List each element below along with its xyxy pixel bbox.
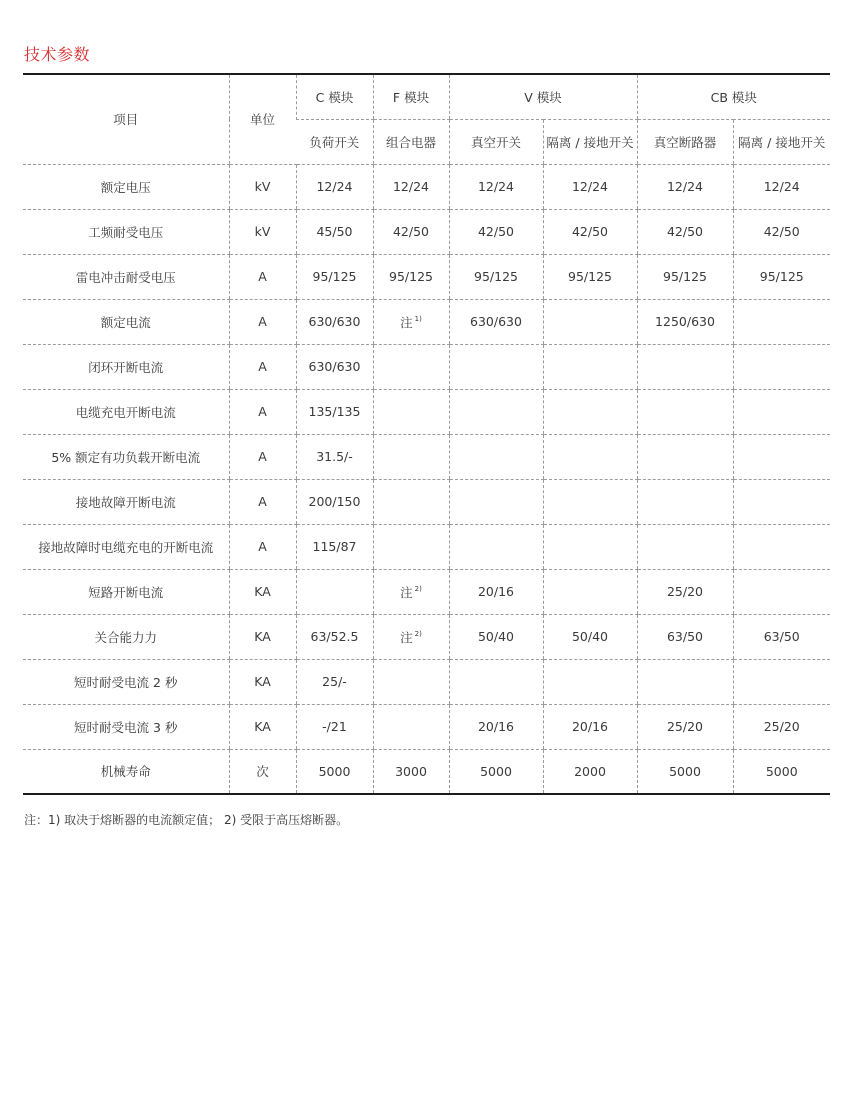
table-cell bbox=[543, 479, 637, 524]
row-item-label: 额定电流 bbox=[23, 299, 229, 344]
table-cell bbox=[733, 299, 830, 344]
table-cell bbox=[373, 614, 449, 659]
table-cell bbox=[296, 704, 373, 749]
row-item-label: 雷电冲击耐受电压 bbox=[23, 254, 229, 299]
cell-value: 20/16 bbox=[477, 719, 515, 734]
row-unit: A bbox=[229, 254, 296, 299]
cell-value: 注 bbox=[400, 629, 413, 645]
row-item-label: 额定电压 bbox=[23, 164, 229, 209]
cell-value: 95/125 bbox=[568, 269, 612, 284]
table-cell bbox=[449, 659, 543, 704]
table-cell bbox=[373, 344, 449, 389]
row-unit: A bbox=[229, 389, 296, 434]
header-group-cb-module: CB 模块 bbox=[637, 74, 830, 119]
cell-value: 50/40 bbox=[477, 629, 515, 644]
cell-value: 95/125 bbox=[474, 269, 518, 284]
table-cell bbox=[637, 479, 733, 524]
row-item-label: 接地故障时电缆充电的开断电流 bbox=[23, 524, 229, 569]
table-cell bbox=[543, 614, 637, 659]
table-row bbox=[23, 434, 830, 479]
cell-value: 12/24 bbox=[477, 179, 515, 194]
table-row bbox=[23, 299, 830, 344]
table-cell bbox=[637, 254, 733, 299]
table-cell bbox=[373, 389, 449, 434]
row-item-label: 机械寿命 bbox=[100, 764, 151, 780]
page-title: 技术参数 bbox=[24, 45, 91, 64]
cell-value: 12/24 bbox=[316, 179, 353, 194]
table-cell bbox=[733, 344, 830, 389]
header-sub-isolating-earthing-switch-v: 隔离 / 接地开关 bbox=[543, 119, 637, 164]
row-unit: 次 bbox=[229, 749, 296, 794]
cell-value: 45/50 bbox=[316, 224, 353, 239]
row-item-label: 电缆充电开断电流 bbox=[23, 389, 229, 434]
table-cell bbox=[733, 749, 830, 794]
header-group-f-module: F 模块 bbox=[373, 74, 449, 119]
table-cell bbox=[543, 299, 637, 344]
row-item-label: 5% 额定有功负载开断电流 bbox=[23, 434, 229, 479]
row-item-label: 闭环开断电流 bbox=[23, 344, 229, 389]
table-cell bbox=[733, 389, 830, 434]
table-cell bbox=[733, 209, 830, 254]
header-group-c-module: C 模块 bbox=[296, 74, 373, 119]
table-cell bbox=[543, 749, 637, 794]
table-cell bbox=[543, 659, 637, 704]
table-cell bbox=[373, 254, 449, 299]
table-cell bbox=[373, 749, 449, 794]
table-cell bbox=[373, 569, 449, 614]
table-cell bbox=[637, 749, 733, 794]
cell-value: 5000 bbox=[765, 763, 798, 779]
table-cell bbox=[637, 389, 733, 434]
cell-value: 5000 bbox=[480, 763, 512, 779]
cell-value: 630/630 bbox=[308, 314, 361, 329]
cell-value: 42/50 bbox=[392, 224, 430, 239]
cell-value: 12/24 bbox=[392, 179, 430, 194]
table-cell bbox=[637, 299, 733, 344]
row-item-label: 短时耐受电流 3 秒 bbox=[23, 704, 229, 749]
table-cell bbox=[373, 524, 449, 569]
header-group-v-module: V 模块 bbox=[449, 74, 637, 119]
table-cell bbox=[733, 479, 830, 524]
table-row bbox=[23, 389, 830, 434]
table-body bbox=[23, 164, 830, 794]
table-row bbox=[23, 704, 830, 749]
cell-value: 2000 bbox=[574, 763, 606, 779]
table-cell bbox=[543, 254, 637, 299]
table-row bbox=[23, 164, 830, 209]
row-unit: A bbox=[229, 344, 296, 389]
table-row bbox=[23, 254, 830, 299]
table-cell bbox=[733, 254, 830, 299]
row-unit: A bbox=[229, 524, 296, 569]
cell-value: 95/125 bbox=[312, 269, 357, 284]
table-cell bbox=[733, 524, 830, 569]
header-item: 项目 bbox=[23, 74, 229, 164]
cell-value: 63/50 bbox=[666, 629, 704, 644]
cell-value: 20/16 bbox=[571, 719, 609, 734]
cell-value: 1250/630 bbox=[655, 314, 715, 329]
table-cell bbox=[733, 434, 830, 479]
table-cell bbox=[637, 434, 733, 479]
row-unit: A bbox=[229, 434, 296, 479]
cell-value: 注 bbox=[400, 584, 413, 600]
cell-value: 115/87 bbox=[312, 539, 357, 554]
table-cell bbox=[543, 389, 637, 434]
table-cell bbox=[449, 569, 543, 614]
row-unit: A bbox=[229, 479, 296, 524]
row-item-label: 短路开断电流 bbox=[23, 569, 229, 614]
row-unit: A bbox=[229, 299, 296, 344]
row-unit: KA bbox=[229, 659, 296, 704]
header-sub-load-switch: 负荷开关 bbox=[296, 119, 373, 164]
table-header-row-groups bbox=[23, 74, 830, 119]
table-row bbox=[23, 614, 830, 659]
cell-value: 50/40 bbox=[571, 629, 609, 644]
table-cell bbox=[373, 434, 449, 479]
table-cell bbox=[637, 344, 733, 389]
table-cell bbox=[543, 434, 637, 479]
table-cell bbox=[296, 164, 373, 209]
table-cell bbox=[296, 254, 373, 299]
header-sub-vacuum-breaker: 真空断路器 bbox=[637, 119, 733, 164]
table-cell bbox=[296, 659, 373, 704]
cell-value: 630/630 bbox=[308, 359, 361, 374]
table-cell bbox=[543, 704, 637, 749]
table-cell bbox=[296, 434, 373, 479]
table-row bbox=[23, 569, 830, 614]
header-unit: 单位 bbox=[229, 74, 296, 164]
cell-value: 630/630 bbox=[470, 314, 522, 329]
table-row bbox=[23, 659, 830, 704]
table-cell bbox=[733, 614, 830, 659]
cell-value: 12/24 bbox=[666, 179, 704, 194]
row-unit: KA bbox=[229, 569, 296, 614]
cell-value: 95/125 bbox=[663, 269, 707, 284]
table-cell bbox=[449, 749, 543, 794]
cell-value: 25/20 bbox=[666, 719, 704, 734]
table-cell bbox=[543, 569, 637, 614]
cell-value: 3000 bbox=[395, 763, 427, 779]
row-unit: KA bbox=[229, 704, 296, 749]
table-cell bbox=[449, 299, 543, 344]
table-cell bbox=[637, 704, 733, 749]
table-row bbox=[23, 479, 830, 524]
table-cell bbox=[543, 344, 637, 389]
table-cell bbox=[637, 614, 733, 659]
table-cell bbox=[637, 164, 733, 209]
tech-spec-table bbox=[23, 73, 830, 795]
table-cell bbox=[637, 524, 733, 569]
cell-value: 42/50 bbox=[571, 224, 609, 239]
table-cell bbox=[373, 299, 449, 344]
row-unit: KA bbox=[229, 614, 296, 659]
table-cell bbox=[733, 164, 830, 209]
cell-value: 注 bbox=[400, 314, 413, 330]
cell-value: 63/50 bbox=[763, 629, 800, 644]
cell-value: 42/50 bbox=[763, 224, 800, 239]
cell-value: 25/20 bbox=[666, 584, 704, 599]
table-cell bbox=[373, 164, 449, 209]
cell-value: 31.5/- bbox=[316, 449, 353, 464]
table-cell bbox=[449, 614, 543, 659]
table-cell bbox=[373, 659, 449, 704]
footnote: 注：1) 取决于熔断器的电流额定值； 2) 受限于高压熔断器。 bbox=[24, 813, 349, 827]
row-item-label: 关合能力力 bbox=[23, 614, 229, 659]
header-sub-isolating-earthing-switch-cb: 隔离 / 接地开关 bbox=[733, 119, 830, 164]
header-sub-vacuum-switch: 真空开关 bbox=[449, 119, 543, 164]
cell-value: 95/125 bbox=[389, 269, 433, 284]
table-cell bbox=[733, 659, 830, 704]
table-cell bbox=[296, 749, 373, 794]
table-cell bbox=[543, 164, 637, 209]
cell-value: 20/16 bbox=[477, 584, 515, 599]
table-cell bbox=[373, 704, 449, 749]
cell-value: 42/50 bbox=[477, 224, 515, 239]
table-cell bbox=[296, 569, 373, 614]
table-cell bbox=[296, 344, 373, 389]
cell-value: 42/50 bbox=[666, 224, 704, 239]
row-item-label: 接地故障开断电流 bbox=[23, 479, 229, 524]
table-cell bbox=[296, 524, 373, 569]
table-cell bbox=[296, 299, 373, 344]
cell-value: 12/24 bbox=[763, 179, 800, 194]
cell-value: 135/135 bbox=[308, 404, 361, 419]
table-cell bbox=[373, 479, 449, 524]
table-cell bbox=[296, 479, 373, 524]
table-row bbox=[23, 209, 830, 254]
table-cell bbox=[637, 659, 733, 704]
cell-value: 12/24 bbox=[571, 179, 609, 194]
footnote-marker: 2) bbox=[414, 630, 422, 639]
row-unit: kV bbox=[229, 209, 296, 254]
cell-value: 200/150 bbox=[308, 494, 361, 509]
table-cell bbox=[733, 569, 830, 614]
cell-value: 63/52.5 bbox=[310, 629, 359, 644]
cell-value: 5000 bbox=[318, 763, 351, 779]
row-item-label: 短时耐受电流 2 秒 bbox=[23, 659, 229, 704]
cell-value: 5000 bbox=[669, 763, 701, 779]
cell-value: 25/- bbox=[322, 674, 347, 689]
table-cell bbox=[449, 479, 543, 524]
row-item-label: 工频耐受电压 bbox=[23, 209, 229, 254]
table-cell bbox=[449, 344, 543, 389]
table-cell bbox=[449, 704, 543, 749]
table-cell bbox=[449, 164, 543, 209]
cell-value: -/21 bbox=[322, 719, 347, 734]
table-cell bbox=[449, 524, 543, 569]
table-cell bbox=[637, 569, 733, 614]
table-cell bbox=[449, 389, 543, 434]
table-cell bbox=[449, 209, 543, 254]
table-cell bbox=[373, 209, 449, 254]
table-row bbox=[23, 344, 830, 389]
table-row bbox=[23, 749, 830, 794]
table-cell bbox=[449, 434, 543, 479]
table-cell bbox=[543, 524, 637, 569]
row-unit: kV bbox=[229, 164, 296, 209]
table-cell bbox=[296, 389, 373, 434]
cell-value: 25/20 bbox=[763, 719, 800, 734]
header-sub-combination-apparatus: 组合电器 bbox=[373, 119, 449, 164]
table-row bbox=[23, 524, 830, 569]
table-cell bbox=[449, 254, 543, 299]
table-cell bbox=[733, 704, 830, 749]
table-cell bbox=[637, 209, 733, 254]
footnote-marker: 2) bbox=[414, 585, 422, 594]
table-cell bbox=[543, 209, 637, 254]
cell-value: 95/125 bbox=[759, 269, 804, 284]
table-cell bbox=[296, 209, 373, 254]
footnote-marker: 1) bbox=[414, 315, 422, 324]
table-cell bbox=[296, 614, 373, 659]
